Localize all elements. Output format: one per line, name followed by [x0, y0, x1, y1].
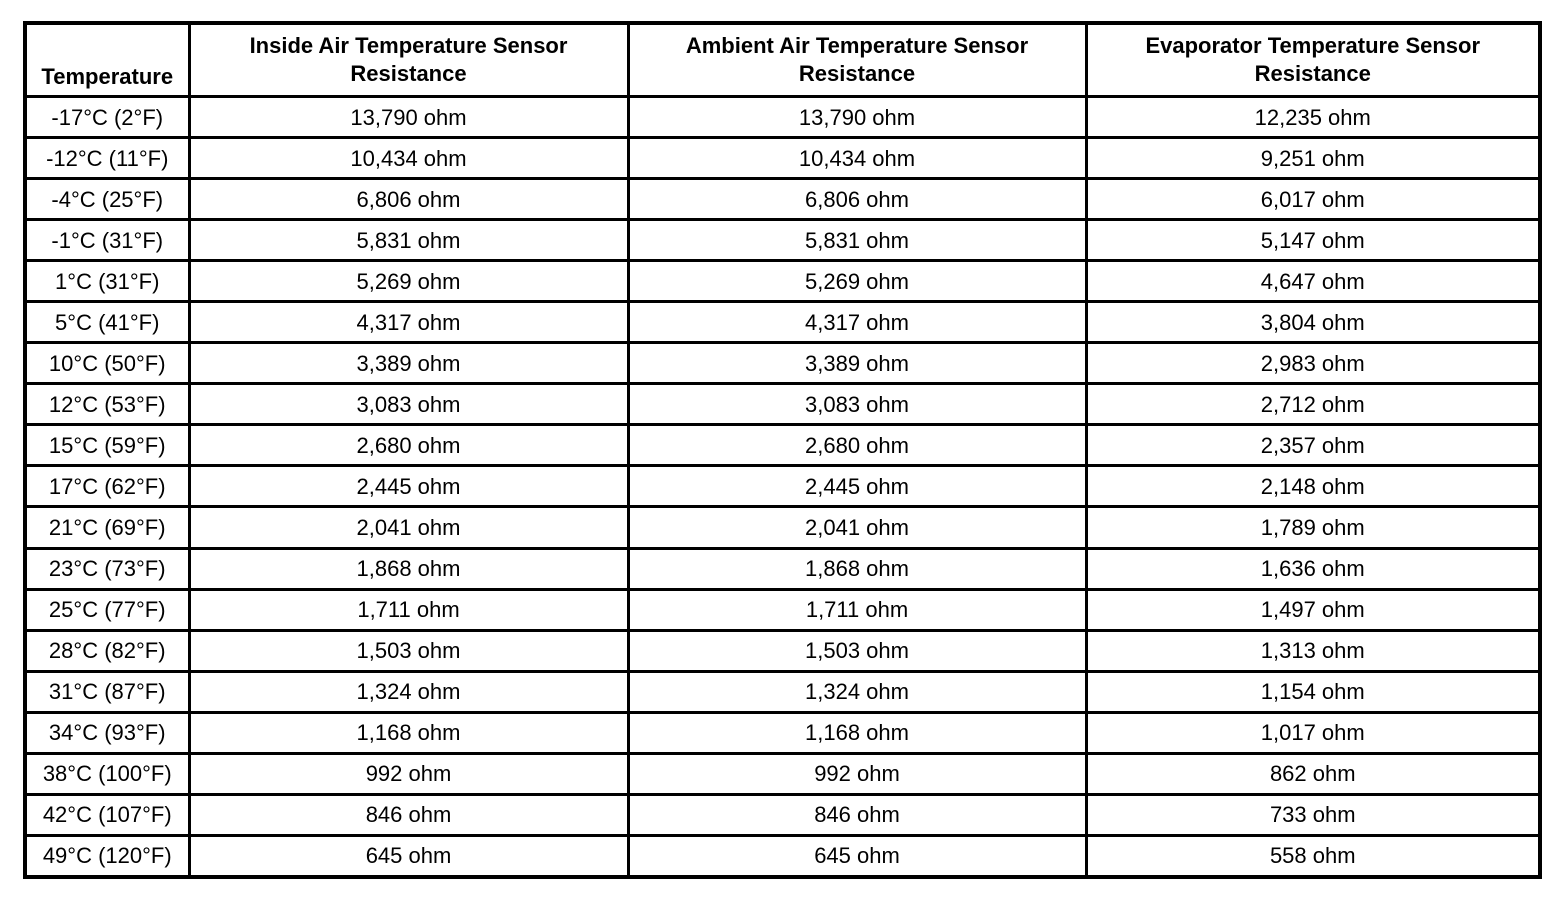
cell-temperature: 49°C (120°F) — [25, 835, 189, 877]
table-row — [25, 220, 1540, 261]
cell-ambient-resistance: 1,168 ohm — [628, 712, 1086, 753]
table-header — [25, 23, 1540, 97]
cell-ambient-resistance: 2,041 ohm — [628, 507, 1086, 548]
table-row — [25, 794, 1540, 835]
header-ambient-air-resistance — [628, 23, 1086, 97]
cell-temperature: 28°C (82°F) — [25, 630, 189, 671]
table-row — [25, 138, 1540, 179]
cell-evaporator-resistance: 2,148 ohm — [1086, 466, 1540, 507]
cell-evaporator-resistance: 2,357 ohm — [1086, 425, 1540, 466]
cell-evaporator-resistance: 2,712 ohm — [1086, 384, 1540, 425]
table-row — [25, 425, 1540, 466]
cell-inside-resistance: 5,269 ohm — [189, 261, 628, 302]
cell-inside-resistance: 846 ohm — [189, 794, 628, 835]
table-row — [25, 343, 1540, 384]
cell-evaporator-resistance: 1,789 ohm — [1086, 507, 1540, 548]
cell-ambient-resistance: 2,680 ohm — [628, 425, 1086, 466]
cell-temperature: 38°C (100°F) — [25, 753, 189, 794]
cell-temperature: -1°C (31°F) — [25, 220, 189, 261]
cell-temperature: 34°C (93°F) — [25, 712, 189, 753]
cell-evaporator-resistance: 2,983 ohm — [1086, 343, 1540, 384]
cell-temperature: -12°C (11°F) — [25, 138, 189, 179]
cell-inside-resistance: 2,445 ohm — [189, 466, 628, 507]
cell-evaporator-resistance: 4,647 ohm — [1086, 261, 1540, 302]
cell-evaporator-resistance: 1,017 ohm — [1086, 712, 1540, 753]
cell-ambient-resistance: 1,324 ohm — [628, 671, 1086, 712]
table-row — [25, 589, 1540, 630]
cell-inside-resistance: 3,389 ohm — [189, 343, 628, 384]
cell-evaporator-resistance: 6,017 ohm — [1086, 179, 1540, 220]
table-row — [25, 179, 1540, 220]
cell-temperature: -4°C (25°F) — [25, 179, 189, 220]
cell-ambient-resistance: 13,790 ohm — [628, 97, 1086, 138]
table-row — [25, 507, 1540, 548]
cell-inside-resistance: 2,680 ohm — [189, 425, 628, 466]
header-temperature-label: Temperature — [41, 64, 174, 89]
cell-evaporator-resistance: 12,235 ohm — [1086, 97, 1540, 138]
header-ambient-line-1: Ambient Air Temperature Sensor — [685, 33, 1029, 58]
table-row — [25, 712, 1540, 753]
cell-temperature: 12°C (53°F) — [25, 384, 189, 425]
cell-evaporator-resistance: 1,636 ohm — [1086, 548, 1540, 589]
cell-evaporator-resistance: 5,147 ohm — [1086, 220, 1540, 261]
table-row — [25, 97, 1540, 138]
cell-ambient-resistance: 5,831 ohm — [628, 220, 1086, 261]
cell-temperature: 5°C (41°F) — [25, 302, 189, 343]
table-row — [25, 466, 1540, 507]
cell-ambient-resistance: 645 ohm — [628, 835, 1086, 877]
cell-ambient-resistance: 6,806 ohm — [628, 179, 1086, 220]
header-temperature — [25, 23, 189, 97]
cell-evaporator-resistance: 733 ohm — [1086, 794, 1540, 835]
cell-inside-resistance: 1,711 ohm — [189, 589, 628, 630]
cell-ambient-resistance: 3,083 ohm — [628, 384, 1086, 425]
table-row — [25, 630, 1540, 671]
table-row — [25, 384, 1540, 425]
cell-temperature: 23°C (73°F) — [25, 548, 189, 589]
table-body — [25, 97, 1540, 878]
cell-evaporator-resistance: 1,154 ohm — [1086, 671, 1540, 712]
header-inside-air-resistance — [189, 23, 628, 97]
table-row — [25, 835, 1540, 877]
cell-ambient-resistance: 5,269 ohm — [628, 261, 1086, 302]
header-inside-line-1: Inside Air Temperature Sensor — [249, 33, 568, 58]
table-row — [25, 671, 1540, 712]
cell-ambient-resistance: 10,434 ohm — [628, 138, 1086, 179]
cell-inside-resistance: 6,806 ohm — [189, 179, 628, 220]
cell-inside-resistance: 992 ohm — [189, 753, 628, 794]
cell-evaporator-resistance: 9,251 ohm — [1086, 138, 1540, 179]
sensor-resistance-table — [23, 21, 1542, 879]
cell-ambient-resistance: 4,317 ohm — [628, 302, 1086, 343]
cell-ambient-resistance: 1,711 ohm — [628, 589, 1086, 630]
cell-inside-resistance: 5,831 ohm — [189, 220, 628, 261]
cell-temperature: 25°C (77°F) — [25, 589, 189, 630]
table-row — [25, 753, 1540, 794]
cell-inside-resistance: 1,868 ohm — [189, 548, 628, 589]
cell-inside-resistance: 1,168 ohm — [189, 712, 628, 753]
cell-evaporator-resistance: 1,313 ohm — [1086, 630, 1540, 671]
header-ambient-line-2: Resistance — [798, 61, 916, 86]
cell-temperature: -17°C (2°F) — [25, 97, 189, 138]
header-inside-line-2: Resistance — [350, 61, 467, 86]
header-row — [25, 23, 1540, 97]
cell-temperature: 15°C (59°F) — [25, 425, 189, 466]
cell-inside-resistance: 1,503 ohm — [189, 630, 628, 671]
cell-evaporator-resistance: 3,804 ohm — [1086, 302, 1540, 343]
cell-inside-resistance: 1,324 ohm — [189, 671, 628, 712]
table-row — [25, 261, 1540, 302]
cell-inside-resistance: 13,790 ohm — [189, 97, 628, 138]
cell-ambient-resistance: 2,445 ohm — [628, 466, 1086, 507]
table-row — [25, 548, 1540, 589]
cell-temperature: 42°C (107°F) — [25, 794, 189, 835]
cell-ambient-resistance: 992 ohm — [628, 753, 1086, 794]
cell-inside-resistance: 4,317 ohm — [189, 302, 628, 343]
cell-inside-resistance: 3,083 ohm — [189, 384, 628, 425]
cell-ambient-resistance: 3,389 ohm — [628, 343, 1086, 384]
cell-inside-resistance: 645 ohm — [189, 835, 628, 877]
header-evaporator-line-2: Resistance — [1254, 61, 1371, 86]
header-evaporator-resistance — [1086, 23, 1540, 97]
cell-temperature: 10°C (50°F) — [25, 343, 189, 384]
cell-evaporator-resistance: 558 ohm — [1086, 835, 1540, 877]
header-evaporator-line-1: Evaporator Temperature Sensor — [1145, 33, 1481, 58]
cell-temperature: 21°C (69°F) — [25, 507, 189, 548]
cell-temperature: 1°C (31°F) — [25, 261, 189, 302]
cell-inside-resistance: 10,434 ohm — [189, 138, 628, 179]
cell-temperature: 17°C (62°F) — [25, 466, 189, 507]
cell-inside-resistance: 2,041 ohm — [189, 507, 628, 548]
cell-evaporator-resistance: 1,497 ohm — [1086, 589, 1540, 630]
cell-ambient-resistance: 1,868 ohm — [628, 548, 1086, 589]
table-row — [25, 302, 1540, 343]
cell-temperature: 31°C (87°F) — [25, 671, 189, 712]
cell-ambient-resistance: 1,503 ohm — [628, 630, 1086, 671]
cell-ambient-resistance: 846 ohm — [628, 794, 1086, 835]
cell-evaporator-resistance: 862 ohm — [1086, 753, 1540, 794]
